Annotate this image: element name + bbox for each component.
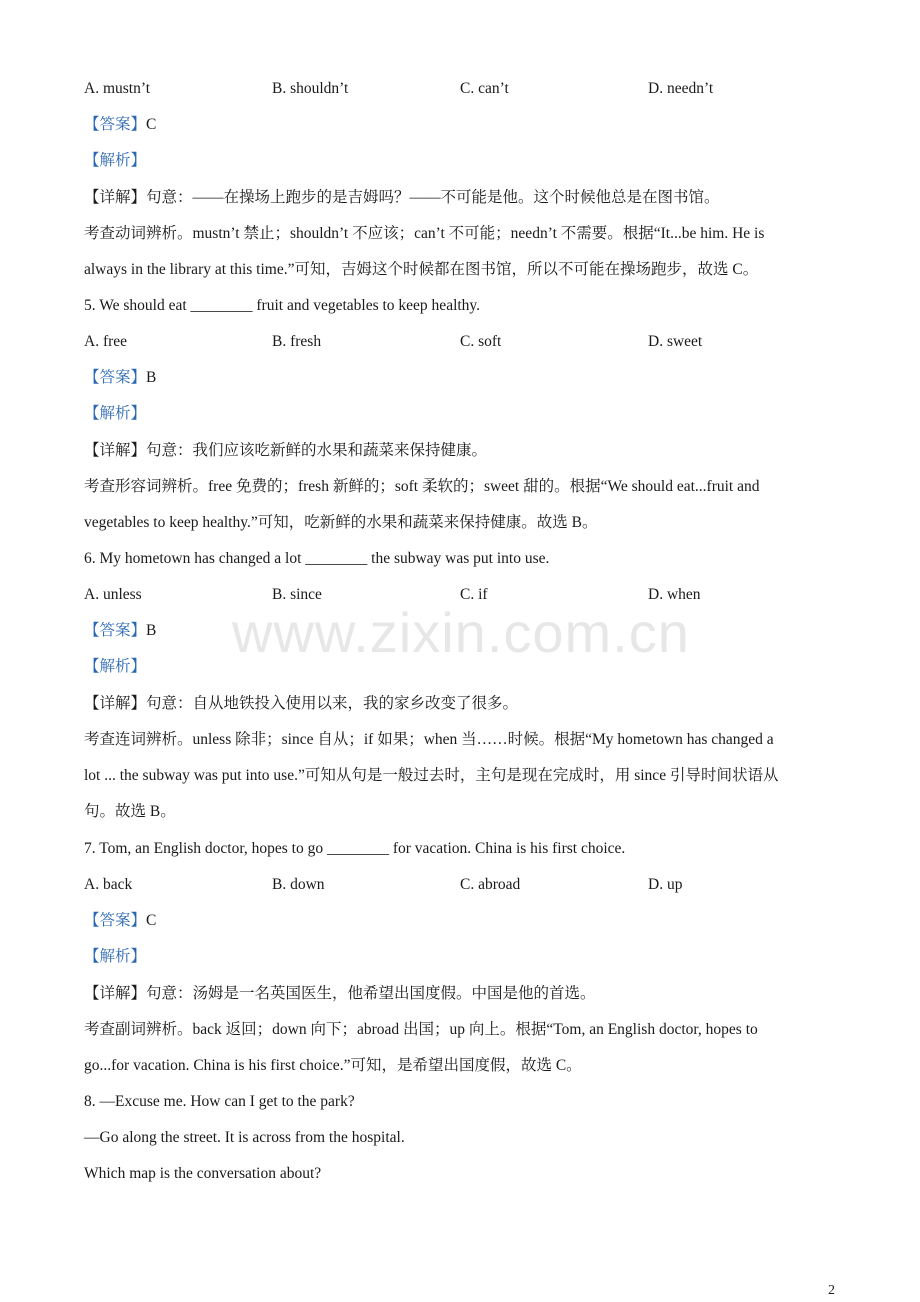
q4-option-c: C. can’t bbox=[460, 80, 509, 97]
detail-tag: 【详解】 bbox=[84, 442, 147, 459]
detail-tag: 【详解】 bbox=[84, 985, 147, 1002]
q8-line-1: 8. —Excuse me. How can I get to the park? bbox=[84, 1093, 355, 1110]
q7-option-b: B. down bbox=[272, 876, 325, 893]
q6-detail bbox=[84, 694, 518, 714]
q5-options bbox=[84, 332, 844, 352]
detail-tag: 【详解】 bbox=[84, 695, 147, 712]
q6-option-d: D. when bbox=[648, 586, 701, 603]
answer-value: B bbox=[146, 369, 157, 386]
q6-analysis-tag: 【解析】 bbox=[84, 658, 147, 675]
q4-detail bbox=[84, 188, 720, 208]
detail-tag: 【详解】 bbox=[84, 189, 147, 206]
answer-tag: 【答案】 bbox=[84, 622, 147, 639]
q4-options bbox=[84, 79, 844, 99]
q6-answer bbox=[84, 621, 156, 641]
q6-explain-line-3: 句。故选 B。 bbox=[84, 803, 176, 820]
detail-text: 句意：——在操场上跑步的是吉姆吗？——不可能是他。这个时候他总是在图书馆。 bbox=[146, 189, 720, 206]
q5-explain-line-2: vegetables to keep healthy.”可知，吃新鲜的水果和蔬菜来保持健康。故选 B。 bbox=[84, 514, 598, 531]
q4-option-b: B. shouldn’t bbox=[272, 80, 349, 97]
q5-question: 5. We should eat ________ fruit and vegetables to keep healthy. bbox=[84, 297, 481, 314]
q4-analysis-tag: 【解析】 bbox=[84, 152, 147, 169]
q4-option-d: D. needn’t bbox=[648, 80, 714, 97]
q6-options bbox=[84, 585, 844, 605]
q5-analysis-tag: 【解析】 bbox=[84, 405, 147, 422]
q6-explain-line-2: lot ... the subway was put into use.”可知从句是一般过去时，主句是现在完成时，用 since 引导时间状语从 bbox=[84, 767, 779, 784]
detail-text: 句意：汤姆是一名英国医生，他希望出国度假。中国是他的首选。 bbox=[146, 985, 596, 1002]
q5-option-b: B. fresh bbox=[272, 333, 322, 350]
detail-text: 句意：自从地铁投入使用以来，我的家乡改变了很多。 bbox=[146, 695, 519, 712]
q6-option-a: A. unless bbox=[84, 586, 142, 603]
detail-text: 句意：我们应该吃新鲜的水果和蔬菜来保持健康。 bbox=[146, 442, 488, 459]
q7-answer bbox=[84, 911, 156, 931]
q5-detail bbox=[84, 441, 487, 461]
q5-option-c: C. soft bbox=[460, 333, 502, 350]
watermark: www.zixin.com.cn bbox=[232, 601, 690, 664]
q4-explain-line-2: always in the library at this time.”可知，吉姆这个时候都在图书馆，所以不可能在操场跑步，故选 C。 bbox=[84, 261, 759, 278]
q6-explain-line-1: 考查连词辨析。unless 除非；since 自从；if 如果；when 当……时候。根据“My hometown has changed a bbox=[84, 731, 774, 748]
q7-question: 7. Tom, an English doctor, hopes to go ________ for vacation. China is his first choice. bbox=[84, 840, 626, 857]
q7-option-d: D. up bbox=[648, 876, 683, 893]
answer-tag: 【答案】 bbox=[84, 912, 147, 929]
q4-option-a: A. mustn’t bbox=[84, 80, 151, 97]
q5-answer bbox=[84, 368, 156, 388]
q7-options bbox=[84, 875, 844, 895]
q7-explain-line-2: go...for vacation. China is his first choice.”可知，是希望出国度假，故选 C。 bbox=[84, 1057, 582, 1074]
q8-line-3: Which map is the conversation about? bbox=[84, 1165, 322, 1182]
q6-option-c: C. if bbox=[460, 586, 488, 603]
answer-value: C bbox=[146, 116, 157, 133]
answer-tag: 【答案】 bbox=[84, 369, 147, 386]
q4-answer bbox=[84, 115, 156, 135]
q7-analysis-tag: 【解析】 bbox=[84, 948, 147, 965]
answer-value: B bbox=[146, 622, 157, 639]
q6-option-b: B. since bbox=[272, 586, 322, 603]
q8-line-2: —Go along the street. It is across from the hospital. bbox=[84, 1129, 405, 1146]
answer-tag: 【答案】 bbox=[84, 116, 147, 133]
answer-value: C bbox=[146, 912, 157, 929]
q7-detail bbox=[84, 984, 596, 1004]
q6-question: 6. My hometown has changed a lot ________ the subway was put into use. bbox=[84, 550, 550, 567]
q7-option-c: C. abroad bbox=[460, 876, 521, 893]
q7-explain-line-1: 考查副词辨析。back 返回；down 向下；abroad 出国；up 向上。根据“Tom, an English doctor, hopes to bbox=[84, 1021, 758, 1038]
q5-option-d: D. sweet bbox=[648, 333, 703, 350]
q5-explain-line-1: 考查形容词辨析。free 免费的；fresh 新鲜的；soft 柔软的；sweet 甜的。根据“We should eat...fruit and bbox=[84, 478, 760, 495]
q4-explain-line-1: 考查动词辨析。mustn’t 禁止；shouldn’t 不应该；can’t 不可能；needn’t 不需要。根据“It...be him. He is bbox=[84, 225, 765, 242]
q7-option-a: A. back bbox=[84, 876, 133, 893]
q5-option-a: A. free bbox=[84, 333, 128, 350]
page-number: 2 bbox=[828, 1283, 835, 1298]
